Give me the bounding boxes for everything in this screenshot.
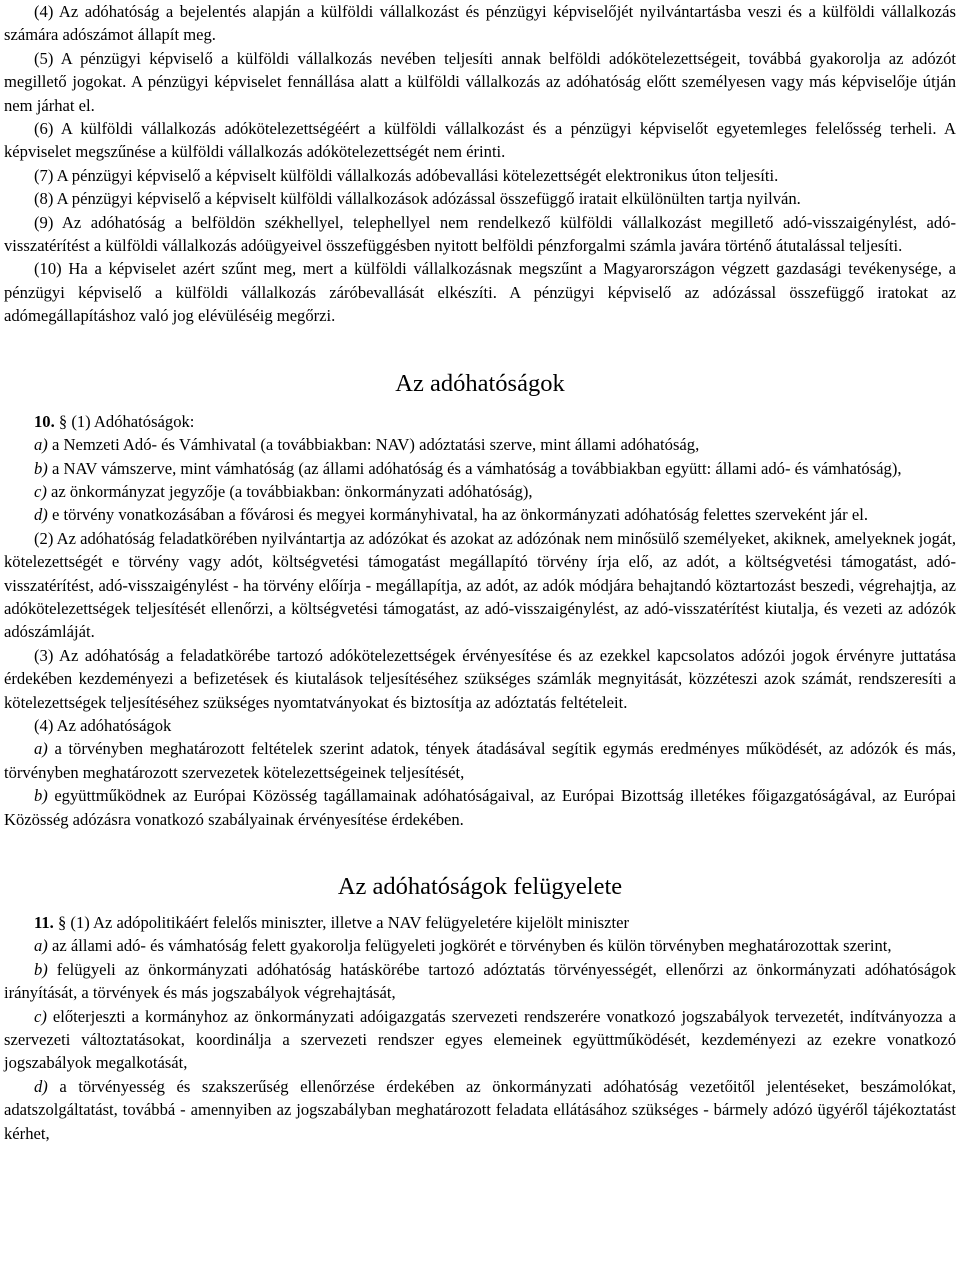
list-letter: b) <box>34 458 48 478</box>
list-text: a Nemzeti Adó- és Vámhivatal (a továbbiakban: NAV) adóztatási szerve, mint állami adóhatóság, <box>47 435 700 455</box>
list-letter: a) <box>34 435 48 455</box>
top-paragraphs <box>4 0 956 328</box>
list-item <box>4 433 956 456</box>
list-text: a NAV vámszerve, mint vámhatóság (az állami adóhatóság és a vámhatóság a továbbiakban együtt: állami adó- és vámhatóság), <box>47 458 902 478</box>
section-title-felugyelet: Az adóhatóságok felügyelete <box>337 873 623 900</box>
list-text: az állami adó- és vámhatóság felett gyakorolja felügyeleti jogkörét e törvényben és külön törvényben meghatározottak szerint, <box>47 936 892 956</box>
paragraph-10: (10) Ha a képviselet azért szűnt meg, mert a külföldi vállalkozásnak megszűnt a Magyarországon végzett gazdasági tevékenysége, a pénzügyi képviselő a külföldi vállalkozás záróbevallását elkészíti. A pénzügyi képviselő az adózással összefüggő iratokat az adómegállapításhoz való jog elévüléséig megőrzi. <box>4 259 956 326</box>
list-letter: d) <box>34 1076 48 1096</box>
list-item <box>4 457 956 480</box>
list-letter: b) <box>34 959 48 979</box>
list-text: a törvényesség és szakszerűség ellenőrzése érdekében az önkormányzati adóhatóság vezetőitől jelentéseket, beszámolókat, adatszolgáltatást, továbbá - amennyiben az jogszabályban meghatározott feladata ellátásához szükséges - bármely adózó ügyéről tájékoztatást kérhet, <box>4 1076 956 1143</box>
list-letter: a) <box>34 739 48 759</box>
section-10-intro <box>4 410 956 433</box>
list-item <box>4 1005 956 1075</box>
paragraph-6: (6) A külföldi vállalkozás adókötelezettségéért a külföldi vállalkozást és a pénzügyi képviselőt egyetemleges felelősség terheli. A képviselet megszűnése a külföldi vállalkozás adókötelezettségét nem érinti. <box>4 119 956 162</box>
section-11 <box>4 911 956 1145</box>
list-item <box>4 934 956 957</box>
list-text: előterjeszti a kormányhoz az önkormányzati adóigazgatás szervezeti rendszerére vonatkozó jogszabályok tervezetét, indítványozza a szervezeti változtatásokat, koordinálja a szervezeti rendszer egyes elemeinek együttműködését, kezdeményezi az ezekre vonatkozó jogszabályok megalkotását, <box>4 1006 956 1073</box>
list-item <box>4 480 956 503</box>
section-10 <box>4 410 956 831</box>
list-item <box>4 784 956 831</box>
list-text: felügyeli az önkormányzati adóhatóság hatáskörébe tartozó adóztatás törvényességét, ellenőrzi az önkormányzati adóhatóságok irányítását, a törvények és más jogszabályok végrehajtását, <box>4 959 956 1003</box>
section-11-intro <box>4 911 956 934</box>
list-letter: a) <box>34 936 48 956</box>
section-intro-text: § (1) Az adópolitikáért felelős miniszter, illetve a NAV felügyeletére kijelölt miniszter <box>53 913 630 932</box>
section-intro-text: § (1) Adóhatóságok: <box>54 411 195 431</box>
list-item <box>4 737 956 784</box>
list-text: e törvény vonatkozásában a fővárosi és megyei kormányhivatal, ha az önkormányzati adóhatóság felettes szerveként jár el. <box>47 505 868 525</box>
section-10-paragraph-2: (2) Az adóhatóság feladatkörében nyilvántartja az adózókat és azokat az adózónak nem minősülő személyeket, akiknek, amelyeknek jogát, kötelezettségét e törvény vagy adót, költségvetési támogatást megállapító törvény írja elő, az adót, a költségvetési támogatást, adó-visszatérítést, adó-visszaigénylést - ha törvény előírja - megállapítja, az adót, az adók módjára behajtandó köztartozást beszedi, végrehajtja, az adókötelezettségek teljesítését ellenőrzi, a költségvetési támogatást, az adó-visszaigénylést, az adó-visszatérítést kiutalja, és vezeti az adózók adószámláját. <box>4 528 956 642</box>
list-text: az önkormányzat jegyzője (a továbbiakban: önkormányzati adóhatóság), <box>46 481 533 501</box>
list-item <box>4 1075 956 1145</box>
section-10-paragraph-3: (3) Az adóhatóság a feladatkörébe tartozó adókötelezettségek érvényesítése és az ezekkel kapcsolatos adózói jogok érvényre juttatása érdekében kezdeményezi a befizetések és kiutalások teljesítéséhez szükséges számlák megnyitását, közzéteszi azok számát, rendszeresíti a kötelezettségek teljesítéséhez szükséges nyomtatványokat és biztosítja az adóztatás feltételeit. <box>4 645 956 712</box>
list-letter: d) <box>34 505 48 525</box>
list-letter: c) <box>34 481 47 501</box>
paragraph-5: (5) A pénzügyi képviselő a külföldi vállalkozás nevében teljesíti annak belföldi adókötelezettségeit, továbbá gyakorolja az adózót megillető jogokat. A pénzügyi képviselet fennállása alatt a külföldi vállalkozás az adóhatóság előtt személyesen vagy más képviselője útján nem járhat el. <box>4 48 956 115</box>
paragraph-7: (7) A pénzügyi képviselő a képviselt külföldi vállalkozás adóbevallási kötelezettségét elektronikus úton teljesíti. <box>34 165 779 185</box>
paragraph-4: (4) Az adóhatóság a bejelentés alapján a külföldi vállalkozást és pénzügyi képviselőjét nyilvántartásba veszi és a külföldi vállalkozás számára adószámot állapít meg. <box>4 2 956 45</box>
paragraph-9: (9) Az adóhatóság a belföldön székhellyel, telephellyel nem rendelkező külföldi vállalkozást megillető adó-visszaigénylést, adó-visszatérítést a külföldi vállalkozás adóügyeivel összefüggésben nyitott belföldi pénzforgalmi számla javára történő átutalással teljesíti. <box>4 212 956 256</box>
list-text: a törvényben meghatározott feltételek szerint adatok, tények átadásával segítik egymás eredményes működését, az adózók és más, törvényben meghatározott szervezetek kötelezettségeinek teljesítését, <box>4 739 956 782</box>
list-item <box>4 958 956 1005</box>
section-title-adohatosagok: Az adóhatóságok <box>395 369 565 397</box>
section-10-paragraph-4-intro: (4) Az adóhatóságok <box>34 715 172 735</box>
list-item <box>4 503 956 526</box>
paragraph-8: (8) A pénzügyi képviselő a képviselt külföldi vállalkozások adózással összefüggő iratait elkülönülten tartja nyilván. <box>34 189 801 209</box>
list-text: együttműködnek az Európai Közösség tagállamainak adóhatóságaival, az Európai Bizottság illetékes főigazgatóságával, az Európai Közösség adózásra vonatkozó szabályainak érvényesítése érdekében. <box>4 786 956 829</box>
section-number: 10. <box>34 411 55 431</box>
section-number: 11. <box>34 913 54 932</box>
list-letter: c) <box>34 1006 47 1026</box>
list-letter: b) <box>34 786 48 806</box>
